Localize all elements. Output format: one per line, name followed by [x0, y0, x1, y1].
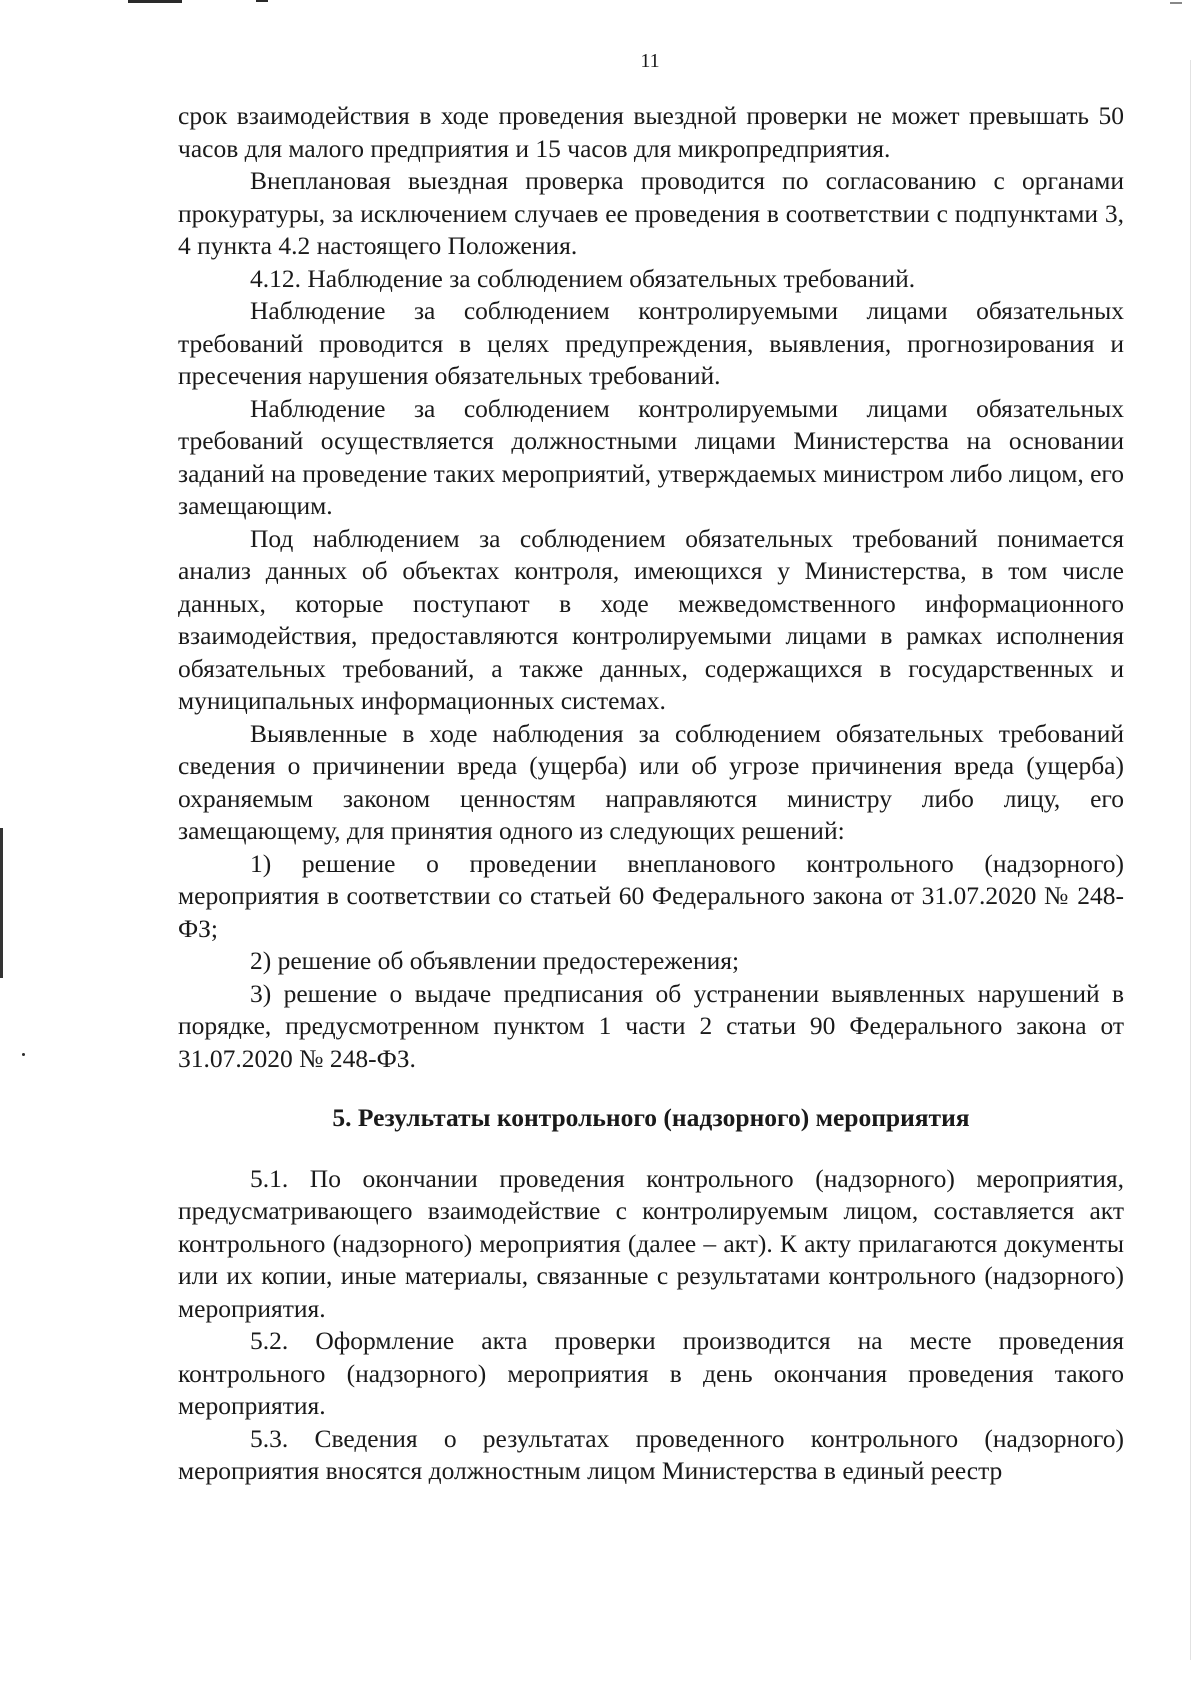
- paragraph-p1: срок взаимодействия в ходе проведения выездной проверки не может превышать 50 часов для малого предприятия и 15 часов для микропредприятия.: [178, 101, 1124, 163]
- section-heading: 5. Результаты контрольного (надзорного) мероприятия: [332, 1103, 970, 1132]
- paragraph-p6: Под наблюдением за соблюдением обязательных требований понимается анализ данных об объектах контроля, имеющихся у Министерства, в том числе данных, которые поступают в ходе межведомственного информационного взаимодействия, предоставляются контролируемыми лицами в рамках исполнения обязательных требований, а также данных, содержащихся в государственных и муниципальных информационных системах.: [178, 523, 1124, 715]
- paragraph-5-3: 5.3. Сведения о результатах проведенного контрольного (надзорного) мероприятия вносятся должностным лицом Министерства в единый реестр: [178, 1423, 1124, 1485]
- scan-artifact-top-right: [1170, 2, 1182, 4]
- page-number: 11: [640, 50, 660, 72]
- scan-artifact-dot: [22, 1053, 25, 1056]
- document-body: [178, 100, 1124, 1488]
- paragraph-5-1: 5.1. По окончании проведения контрольного (надзорного) мероприятия, предусматривающего взаимодействие с контролируемым лицом, составляется акт контрольного (надзорного) мероприятия (далее – акт). К акту прилагаются документы или их копии, иные материалы, связанные с результатами контрольного (надзорного) мероприятия.: [178, 1163, 1124, 1323]
- paragraph-p5: Наблюдение за соблюдением контролируемыми лицами обязательных требований осуществляется должностными лицами Министерства на основании заданий на проведение таких мероприятий, утверждаемых министром либо лицом, его замещающим.: [178, 393, 1124, 520]
- list-item-2: 2) решение об объявлении предостережения;: [250, 946, 740, 975]
- paragraph-p2: Внеплановая выездная проверка проводится по согласованию с органами прокуратуры, за исключением случаев ее проведения в соответствии с подпунктами 3, 4 пункта 4.2 настоящего Положения.: [178, 166, 1124, 260]
- paragraph-p3: 4.12. Наблюдение за соблюдением обязательных требований.: [250, 263, 916, 293]
- scan-artifact-left-bar: [0, 828, 3, 978]
- paragraph-5-2: 5.2. Оформление акта проверки производится на месте проведения контрольного (надзорного) мероприятия в день окончания проведения такого мероприятия.: [178, 1326, 1124, 1420]
- scan-artifact-top-mark: [256, 0, 268, 2]
- scan-artifact-right-edge: [1190, 60, 1191, 1660]
- scan-artifact-top-left: [128, 0, 182, 3]
- list-item-3: 3) решение о выдаче предписания об устранении выявленных нарушений в порядке, предусмотренном пунктом 1 части 2 статьи 90 Федерального закона от 31.07.2020 № 248-ФЗ.: [178, 978, 1124, 1073]
- paragraph-p7: Выявленные в ходе наблюдения за соблюдением обязательных требований сведения о причинении вреда (ущерба) или об угрозе причинения вреда (ущерба) охраняемым законом ценностям направляются министру либо лицу, его замещающему, для принятия одного из следующих решений:: [178, 718, 1124, 845]
- paragraph-p4: Наблюдение за соблюдением контролируемыми лицами обязательных требований проводится в целях предупреждения, выявления, прогнозирования и пресечения нарушения обязательных требований.: [178, 296, 1124, 390]
- list-item-1: 1) решение о проведении внепланового контрольного (надзорного) мероприятия в соответствии со статьей 60 Федерального закона от 31.07.2020 № 248-ФЗ;: [178, 848, 1124, 943]
